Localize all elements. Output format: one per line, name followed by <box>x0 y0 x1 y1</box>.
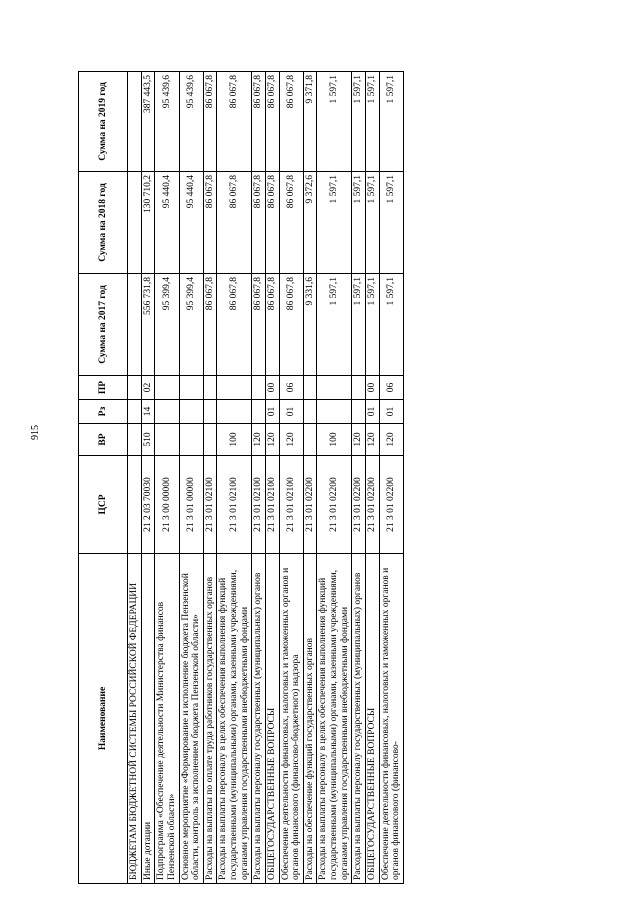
cell-sum-2019: 1 597,1 <box>317 72 352 172</box>
cell-sum-2017: 86 067,8 <box>252 274 266 376</box>
cell-name: Расходы на выплаты персоналу государственных (муниципальных) органов <box>352 554 366 884</box>
cell-csr: 21 3 01 02200 <box>379 456 403 554</box>
table-row <box>352 72 366 884</box>
cell-sum-2018: 95 440,4 <box>155 172 179 274</box>
cell-rz <box>179 400 203 424</box>
cell-rz <box>252 400 266 424</box>
cell-sum-2018: 86 067,8 <box>265 172 279 274</box>
cell-rz <box>352 400 366 424</box>
cell-rz <box>155 400 179 424</box>
page-number: 915 <box>30 425 41 440</box>
cell-sum-2017: 86 067,8 <box>203 274 217 376</box>
cell-rz: 01 <box>365 400 379 424</box>
cell-sum-2017: 1 597,1 <box>365 274 379 376</box>
cell-pr <box>217 376 252 400</box>
cell-rz: 01 <box>265 400 279 424</box>
cell-sum-2018: 130 710,2 <box>141 172 155 274</box>
cell-sum-2019: 95 439,6 <box>179 72 203 172</box>
table-row <box>179 72 203 884</box>
cell-sum-2019: 95 439,6 <box>155 72 179 172</box>
cell-pr <box>128 376 142 400</box>
cell-sum-2019: 1 597,1 <box>365 72 379 172</box>
cell-sum-2019: 9 371,8 <box>303 72 317 172</box>
table-header-row <box>79 72 128 884</box>
cell-name: Обеспечение деятельности финансовых, налоговых и таможенных органов и органов финансового (финансово-бюджетного) надзора <box>279 554 303 884</box>
cell-vr: 120 <box>352 424 366 456</box>
budget-table <box>78 71 404 884</box>
cell-pr <box>303 376 317 400</box>
cell-vr: 100 <box>317 424 352 456</box>
header-name: Наименование <box>79 554 128 884</box>
header-vr: ВР <box>79 424 128 456</box>
cell-name: БЮДЖЕТАМ БЮДЖЕТНОЙ СИСТЕМЫ РОССИЙСКОЙ ФЕДЕРАЦИИ <box>128 554 142 884</box>
cell-sum-2017: 1 597,1 <box>317 274 352 376</box>
cell-name: Обеспечение деятельности финансовых, налоговых и таможенных органов и органов финансового (финансово- <box>379 554 403 884</box>
cell-sum-2019: 86 067,8 <box>279 72 303 172</box>
cell-sum-2019: 387 443,5 <box>141 72 155 172</box>
cell-sum-2019: 86 067,8 <box>252 72 266 172</box>
cell-pr <box>252 376 266 400</box>
cell-vr: 100 <box>217 424 252 456</box>
cell-sum-2017: 9 331,6 <box>303 274 317 376</box>
cell-vr: 510 <box>141 424 155 456</box>
cell-name: Расходы на обеспечение функций государственных органов <box>303 554 317 884</box>
cell-csr: 21 3 00 00000 <box>155 456 179 554</box>
table-row <box>379 72 403 884</box>
cell-vr: 120 <box>265 424 279 456</box>
cell-sum-2018: 86 067,8 <box>252 172 266 274</box>
cell-sum-2019: 86 067,8 <box>217 72 252 172</box>
cell-pr <box>317 376 352 400</box>
cell-csr: 21 3 01 00000 <box>179 456 203 554</box>
cell-sum-2018: 1 597,1 <box>352 172 366 274</box>
cell-rz <box>203 400 217 424</box>
cell-pr: 00 <box>265 376 279 400</box>
table-row <box>265 72 279 884</box>
cell-csr: 21 3 01 02200 <box>352 456 366 554</box>
header-csr: ЦСР <box>79 456 128 554</box>
cell-csr: 21 3 01 02100 <box>265 456 279 554</box>
table-row <box>317 72 352 884</box>
cell-vr <box>155 424 179 456</box>
table-row <box>141 72 155 884</box>
table-row <box>303 72 317 884</box>
cell-vr: 120 <box>279 424 303 456</box>
cell-sum-2019 <box>128 72 142 172</box>
cell-sum-2018: 9 372,6 <box>303 172 317 274</box>
cell-sum-2018: 1 597,1 <box>379 172 403 274</box>
cell-name: ОБЩЕГОСУДАРСТВЕННЫЕ ВОПРОСЫ <box>265 554 279 884</box>
cell-rz <box>317 400 352 424</box>
cell-csr: 21 3 01 02100 <box>252 456 266 554</box>
cell-sum-2017: 86 067,8 <box>217 274 252 376</box>
cell-name: Расходы на выплаты персоналу в целях обеспечения выполнения функций государственными (муниципальными) органами, казенными учреждениями, органами управления государственными внебюджетными фондами <box>317 554 352 884</box>
cell-name: Основное мероприятие «Формирование и исполнение бюджета Пензенской области, контроль за исполнением бюджета Пензенской области» <box>179 554 203 884</box>
header-rz: Рз <box>79 400 128 424</box>
cell-csr: 21 3 01 02100 <box>203 456 217 554</box>
cell-rz <box>217 400 252 424</box>
cell-pr <box>203 376 217 400</box>
cell-sum-2018: 86 067,8 <box>279 172 303 274</box>
cell-pr <box>352 376 366 400</box>
cell-sum-2018: 1 597,1 <box>365 172 379 274</box>
cell-name: Расходы на выплаты по оплате труда работников государственных органов <box>203 554 217 884</box>
cell-sum-2019: 86 067,8 <box>203 72 217 172</box>
cell-sum-2017: 86 067,8 <box>265 274 279 376</box>
cell-sum-2018: 1 597,1 <box>317 172 352 274</box>
cell-vr <box>203 424 217 456</box>
cell-sum-2018 <box>128 172 142 274</box>
cell-vr: 120 <box>365 424 379 456</box>
cell-rz: 01 <box>379 400 403 424</box>
cell-csr: 21 3 01 02200 <box>365 456 379 554</box>
cell-pr: 06 <box>279 376 303 400</box>
cell-pr: 00 <box>365 376 379 400</box>
cell-pr <box>179 376 203 400</box>
cell-pr: 02 <box>141 376 155 400</box>
table-row <box>203 72 217 884</box>
cell-csr <box>128 456 142 554</box>
cell-csr: 21 3 01 02200 <box>317 456 352 554</box>
cell-pr <box>155 376 179 400</box>
header-pr: ПР <box>79 376 128 400</box>
cell-sum-2018: 95 440,4 <box>179 172 203 274</box>
cell-vr <box>303 424 317 456</box>
cell-rz: 01 <box>279 400 303 424</box>
header-sum-2017: Сумма на 2017 год <box>79 274 128 376</box>
table-row <box>128 72 142 884</box>
cell-csr: 21 3 01 02100 <box>279 456 303 554</box>
header-sum-2019: Сумма на 2019 год <box>79 72 128 172</box>
cell-vr: 120 <box>252 424 266 456</box>
cell-name: ОБЩЕГОСУДАРСТВЕННЫЕ ВОПРОСЫ <box>365 554 379 884</box>
cell-rz: 14 <box>141 400 155 424</box>
cell-vr: 120 <box>379 424 403 456</box>
cell-rz <box>303 400 317 424</box>
cell-vr <box>128 424 142 456</box>
cell-csr: 21 3 01 02200 <box>303 456 317 554</box>
cell-sum-2018: 86 067,8 <box>203 172 217 274</box>
budget-table-container <box>78 72 404 884</box>
table-body <box>128 72 404 884</box>
cell-sum-2017: 556 731,8 <box>141 274 155 376</box>
cell-rz <box>128 400 142 424</box>
cell-sum-2019: 1 597,1 <box>352 72 366 172</box>
table-row <box>217 72 252 884</box>
cell-csr: 21 3 01 02100 <box>217 456 252 554</box>
cell-name: Иные дотации <box>141 554 155 884</box>
cell-sum-2017: 95 399,4 <box>155 274 179 376</box>
table-row <box>155 72 179 884</box>
cell-sum-2017: 1 597,1 <box>379 274 403 376</box>
table-row <box>365 72 379 884</box>
cell-pr: 06 <box>379 376 403 400</box>
cell-name: Расходы на выплаты персоналу государственных (муниципальных) органов <box>252 554 266 884</box>
cell-sum-2017: 95 399,4 <box>179 274 203 376</box>
cell-name: Расходы на выплаты персоналу в целях обеспечения выполнения функций государственными (муниципальными) органами, казенными учреждениями, органами управления государственными внебюджетными фондами <box>217 554 252 884</box>
cell-sum-2017: 1 597,1 <box>352 274 366 376</box>
header-sum-2018: Сумма на 2018 год <box>79 172 128 274</box>
cell-vr <box>179 424 203 456</box>
table-row <box>252 72 266 884</box>
cell-csr: 21 2 03 70030 <box>141 456 155 554</box>
cell-sum-2018: 86 067,8 <box>217 172 252 274</box>
cell-sum-2017 <box>128 274 142 376</box>
cell-sum-2017: 86 067,8 <box>279 274 303 376</box>
cell-sum-2019: 1 597,1 <box>379 72 403 172</box>
cell-sum-2019: 86 067,8 <box>265 72 279 172</box>
cell-name: Подпрограмма «Обеспечение деятельности Министерства финансов Пензенской области» <box>155 554 179 884</box>
table-row <box>279 72 303 884</box>
